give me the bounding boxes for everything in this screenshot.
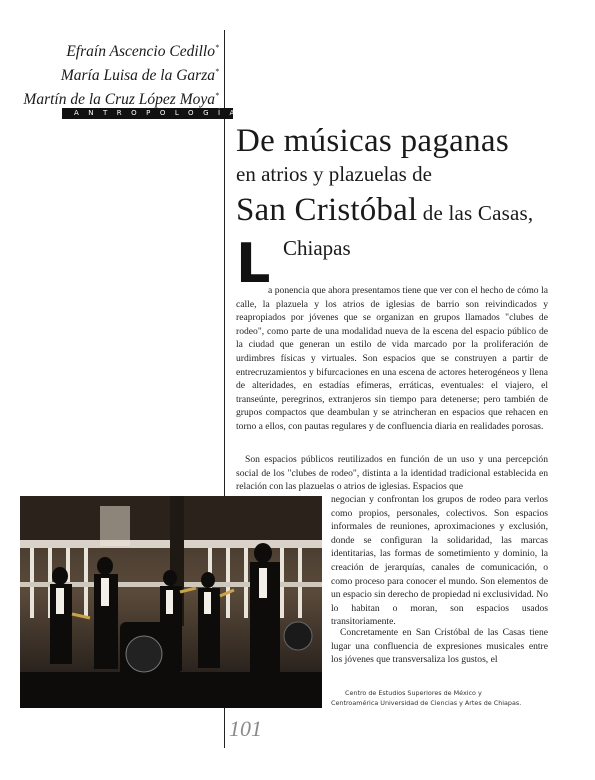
footnote: Centro de Estudios Superiores de México y Centroamérica Universidad de Ciencias y Artes de Chiapas.	[331, 689, 522, 707]
author-1-mark: *	[215, 43, 219, 52]
title-line-2: en atrios y plazuelas de	[236, 162, 432, 186]
author-3-mark: *	[215, 91, 219, 101]
author-2-mark: *	[215, 67, 219, 77]
body-paragraph-1: a ponencia que ahora presentamos tiene que ver con el hecho de cómo la calle, la plazuela y los atrios de iglesias de barrio son reivindicados y reapropiados por jóvenes que se organizan en grupos llamados "clubes de rodeo", como parte de una modalidad nueva de la escena del espacio público de la ciudad que generan un estilo de vida marcado por la proliferación de urdimbres físicas y virtuales. Son espacios que se construyen a partir de entrecruzamientos y bifurcaciones en una escena de actores heterogéneos y llena de alteridades, en estadías efímeras, erráticas, eventuales: el viajero, el transeúnte, peregrinos, extranjeros sin tiempo para detenerse; pero también de grupos compactos que deambulan y se atrincheran en espacios que rehacen en torno a ellos, con pautas regulares y de confluencia diaria en realidades porosas.	[236, 285, 548, 432]
drop-cap: L	[236, 232, 271, 295]
body-paragraph-3: Concretamente en San Cristóbal de las Casas tiene lugar una confluencia de expresiones musicales entre los jóvenes que transversaliza los gustos, el	[331, 627, 548, 666]
title-line-4: Chiapas	[283, 236, 351, 260]
concert-photo-image	[20, 496, 322, 708]
title-line-1: De músicas paganas	[236, 123, 509, 159]
concert-photo	[20, 496, 322, 708]
author-1: Efraín Ascencio Cedillo*	[66, 43, 219, 61]
body-paragraph-2-continued: negocian y confrontan los grupos de rodeo para verlos como propios, personales, colectivos. Son espacios informales de reuniones, aproximaciones y exclusión, donde se configuran la solidaridad, las marcas identitarias, las formas de sometimiento y dominio, la creación de jerarquías, canales de comunicación, o como proceso para conocer el mundo. Son elementos de un espacio sin derecho de propiedad ni exclusividad. No lo habitan o moran, son espacios usados transitoriamente.	[331, 494, 548, 628]
page-number: 101	[229, 716, 262, 741]
body-paragraph-2: Son espacios públicos reutilizados en función de un uso y una percepción social de los "clubes de rodeo", distinta a la identidad tradicional establecida en relación con las plazuelas o atrios de iglesias. Espacios que	[236, 454, 548, 493]
author-3: Martín de la Cruz López Moya*	[23, 91, 219, 109]
section-label: ANTROPOLOGÍA	[62, 108, 233, 119]
author-2: María Luisa de la Garza*	[60, 67, 219, 85]
title-line-3	[236, 191, 533, 232]
author-list	[0, 38, 219, 110]
title-line-3-small: de las Casas,	[417, 201, 534, 225]
title-line-3-main: San Cristóbal	[236, 192, 418, 228]
